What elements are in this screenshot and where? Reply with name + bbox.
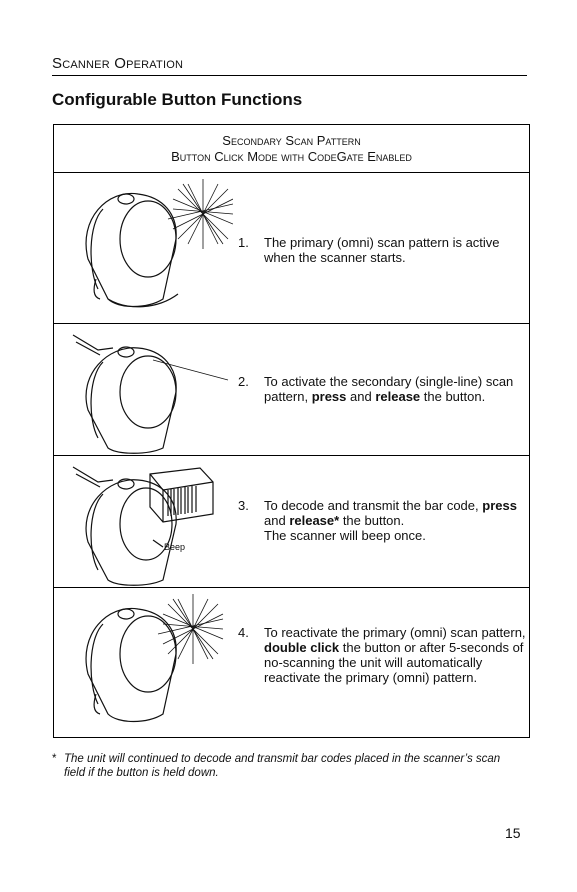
step-text: To activate the secondary (single-line) scan pattern, press and release the button. [264,374,514,404]
button-functions-table [53,124,530,738]
step-text: To reactivate the primary (omni) scan pattern, double click the button or after 5-seconds of no-scanning the unit will automatically reactivate the primary (omni) pattern. [264,625,526,685]
table-heading [54,125,529,173]
table-heading-line2: Button Click Mode with CodeGate Enabled [171,149,412,164]
table-heading-line1: Secondary Scan Pattern [222,133,361,148]
beep-label: Beep [164,542,186,552]
footnote-marker: * [52,753,57,765]
step-text: To decode and transmit the bar code, press and release* the button. The scanner will beep once. [264,498,517,543]
scanner-reactivate-illustration [68,594,233,734]
running-head-text: Scanner Operation [52,55,184,72]
page-number: 15 [505,825,521,841]
footnote-text: The unit will continued to decode and transmit bar codes placed in the scanner’s scan field if the button is held down. [64,753,501,779]
scanner-single-line-illustration [68,330,233,455]
scanner-decode-illustration [68,462,233,587]
scanner-omni-illustration [68,179,233,319]
table-row-step-4 [54,588,529,739]
step-number: 1. [238,235,249,250]
table-row-step-2 [54,324,529,456]
step-number: 2. [238,374,249,389]
step-number: 4. [238,625,249,640]
running-header [52,55,527,76]
step-number: 3. [238,498,249,513]
table-row-step-1 [54,173,529,324]
table-row-step-3 [54,456,529,588]
section-title: Configurable Button Functions [52,90,303,109]
step-text: The primary (omni) scan pattern is active when the scanner starts. [264,235,500,265]
